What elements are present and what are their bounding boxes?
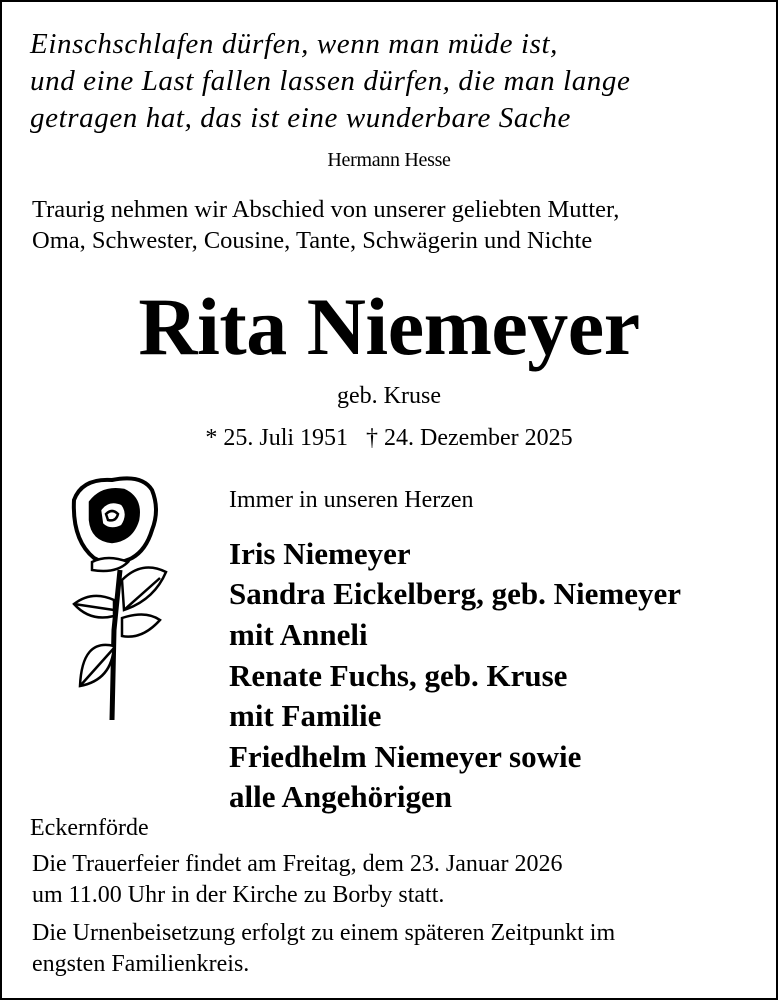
mourner: Renate Fuchs, geb. Kruse xyxy=(229,658,568,693)
details-line: Die Trauerfeier findet am Freitag, dem 23. Januar 2026 xyxy=(32,851,563,877)
mourner: Friedhelm Niemeyer sowie xyxy=(229,739,582,774)
deceased-name: Rita Niemeyer xyxy=(138,281,640,372)
details-line: um 11.00 Uhr in der Kirche zu Borby statt. xyxy=(32,882,445,908)
details-line: Die Urnenbeisetzung erfolgt zu einem späteren Zeitpunkt im xyxy=(32,920,616,946)
quote-line: Einschschlafen dürfen, wenn man müde ist, xyxy=(30,28,559,60)
quote-line: getragen hat, das ist eine wunderbare Sache xyxy=(30,102,572,134)
rose-icon xyxy=(62,470,172,726)
mourner: alle Angehörigen xyxy=(229,779,453,814)
mourner: Iris Niemeyer xyxy=(229,536,411,571)
mourner: mit Anneli xyxy=(229,617,368,652)
motto: Immer in unseren Herzen xyxy=(229,487,474,513)
intro-line: Oma, Schwester, Cousine, Tante, Schwägerin und Nichte xyxy=(32,227,593,254)
maiden-name: geb. Kruse xyxy=(337,383,441,409)
mourner: Sandra Eickelberg, geb. Niemeyer xyxy=(229,576,682,611)
place: Eckernförde xyxy=(30,815,149,841)
quote-line: und eine Last fallen lassen dürfen, die man lange xyxy=(30,65,631,97)
life-dates: * 25. Juli 1951 † 24. Dezember 2025 xyxy=(205,425,573,451)
quote-author: Hermann Hesse xyxy=(327,149,451,171)
intro-line: Traurig nehmen wir Abschied von unserer geliebten Mutter, xyxy=(32,196,620,223)
details-line: engsten Familienkreis. xyxy=(32,951,250,977)
mourner: mit Familie xyxy=(229,698,382,733)
